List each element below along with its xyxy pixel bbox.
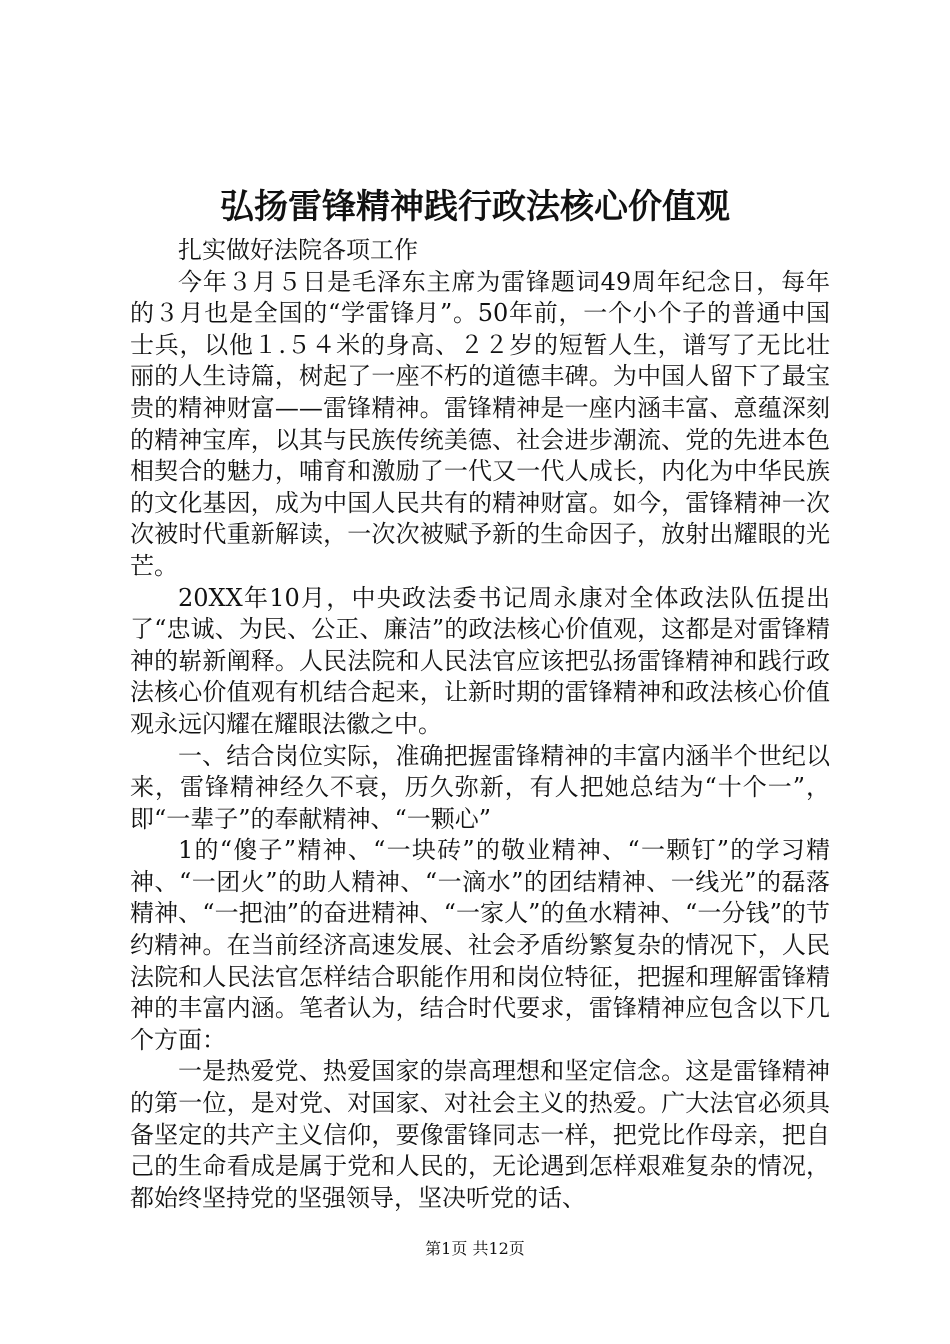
paragraph: 一是热爱党、热爱国家的崇高理想和坚定信念。这是雷锋精神的第一位，是对党、对国家、对社会主义的热爱。广大法官必须具备坚定的共产主义信仰，要像雷锋同志一样，把党比作母亲，把自己的生命看成是属于党和人民的，无论遇到怎样艰难复杂的情况，都始终坚持党的坚强领导，坚决听党的话、 <box>130 1057 830 1212</box>
page-footer: 第1页 共12页 <box>425 1239 525 1258</box>
paragraph: 1的“傻子”精神、“一块砖”的敬业精神、“一颗钉”的学习精神、“一团火”的助人精神、“一滴水”的团结精神、一线光”的磊落精神、“一把油”的奋进精神、“一家人”的鱼水精神、“一分钱”的节约精神。在当前经济高速发展、社会矛盾纷繁复杂的情况下，人民法院和人民法官怎样结合职能作用和岗位特征，把握和理解雷锋精神的丰富内涵。笔者认为，结合时代要求，雷锋精神应包含以下几个方面： <box>130 836 830 1054</box>
document-body <box>130 235 830 1214</box>
paragraph: 今年３月５日是毛泽东主席为雷锋题词49周年纪念日，每年的３月也是全国的“学雷锋月”。50年前，一个小个子的普通中国士兵，以他１.５４米的身高、２２岁的短暂人生，谱写了无比壮丽的人生诗篇，树起了一座不朽的道德丰碑。为中国人留下了最宝贵的精神财富——雷锋精神。雷锋精神是一座内涵丰富、意蕴深刻的精神宝库，以其与民族传统美德、社会进步潮流、党的先进本色相契合的魅力，哺育和激励了一代又一代人成长，内化为中华民族的文化基因，成为中国人民共有的精神财富。如今，雷锋精神一次次被时代重新解读，一次次被赋予新的生命因子，放射出耀眼的光芒。 <box>130 267 830 580</box>
document-title: 弘扬雷锋精神践行政法核心价值观 <box>220 187 730 227</box>
paragraph: 一、结合岗位实际，准确把握雷锋精神的丰富内涵半个世纪以来，雷锋精神经久不衰，历久弥新，有人把她总结为“十个一”，即“一辈子”的奉献精神、“一颗心” <box>130 741 830 833</box>
paragraph: 20XX年10月，中央政法委书记周永康对全体政法队伍提出了“忠诚、为民、公正、廉洁”的政法核心价值观，这都是对雷锋精神的崭新阐释。人民法院和人民法官应该把弘扬雷锋精神和践行政法核心价值观有机结合起来，让新时期的雷锋精神和政法核心价值观永远闪耀在耀眼法徽之中。 <box>130 583 830 738</box>
paragraph-subtitle: 扎实做好法院各项工作 <box>178 236 418 264</box>
